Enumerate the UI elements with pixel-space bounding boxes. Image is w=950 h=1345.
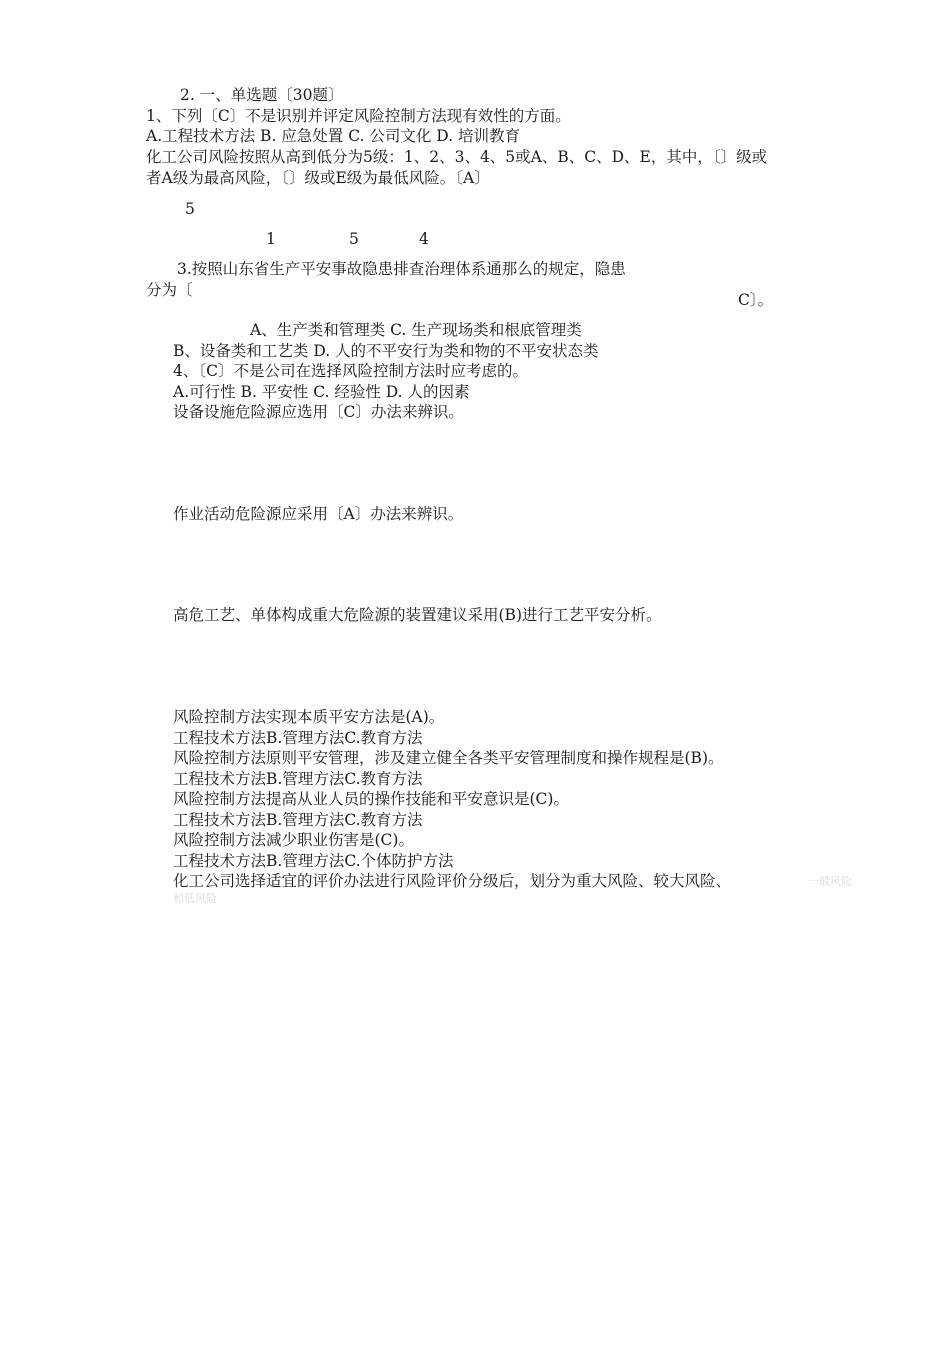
- question-9-stem: 风险控制方法原则平安管理，涉及建立健全各类平安管理制度和操作规程是(B)。: [173, 749, 724, 767]
- question-12-stem-faded: 一般风险: [808, 875, 852, 888]
- question-1-options: A.工程技术方法 B. 应急处置 C. 公司文化 D. 培训教育: [146, 127, 521, 145]
- question-3-options-line2: B、设备类和工艺类 D. 人的不平安行为类和物的不平安状态类: [173, 342, 599, 360]
- question-2-option-d: 4: [419, 230, 429, 248]
- question-11-stem: 风险控制方法减少职业伤害是(C)。: [173, 831, 414, 849]
- question-6-stem: 作业活动危险源应采用〔A〕办法来辨识。: [173, 505, 464, 523]
- question-4-stem: 4、〔C〕不是公司在选择风险控制方法时应考虑的。: [173, 362, 528, 380]
- question-10-stem: 风险控制方法提高从业人员的操作技能和平安意识是(C)。: [173, 790, 569, 808]
- question-2-option-a: 5: [185, 200, 195, 218]
- question-3-stem-line1: 3.按照山东省生产平安事故隐患排查治理体系通那么的规定，隐患: [177, 260, 626, 278]
- question-3-stem-line2: 分为〔: [146, 281, 193, 299]
- question-11-options: 工程技术方法B.管理方法C.个体防护方法: [173, 852, 454, 870]
- question-5-stem: 设备设施危险源应选用〔C〕办法来辨识。: [173, 403, 464, 421]
- question-12-stem-faded-2: 和低风险: [173, 892, 217, 905]
- question-2-option-c: 5: [349, 230, 359, 248]
- question-4-options: A.可行性 B. 平安性 C. 经验性 D. 人的因素: [173, 383, 470, 401]
- question-1-stem: 1、下列〔C〕不是识别并评定风险控制方法现有效性的方面。: [146, 107, 571, 125]
- question-2-stem-line2: 者A级为最高风险，〔〕级或E级为最低风险。〔A〕: [146, 169, 490, 187]
- question-9-options: 工程技术方法B.管理方法C.教育方法: [173, 770, 423, 788]
- question-3-answer: C〕。: [738, 291, 774, 309]
- question-8-stem: 风险控制方法实现本质平安方法是(A)。: [173, 708, 445, 726]
- question-2-stem-line1: 化工公司风险按照从高到低分为5级：1、2、3、4、5或A、B、C、D、E，其中，〔〕级或: [146, 148, 768, 166]
- question-8-options: 工程技术方法B.管理方法C.教育方法: [173, 729, 423, 747]
- question-12-stem: 化工公司选择适宜的评价办法进行风险评价分级后，划分为重大风险、较大风险、: [173, 872, 732, 890]
- question-3-options-line1: A、生产类和管理类 C. 生产现场类和根底管理类: [250, 321, 582, 339]
- question-2-option-b: 1: [266, 230, 276, 248]
- section-heading: 2. 一、单选题〔30题〕: [180, 86, 344, 104]
- question-10-options: 工程技术方法B.管理方法C.教育方法: [173, 811, 423, 829]
- question-7-stem: 高危工艺、单体构成重大危险源的装置建议采用(B)进行工艺平安分析。: [173, 606, 662, 624]
